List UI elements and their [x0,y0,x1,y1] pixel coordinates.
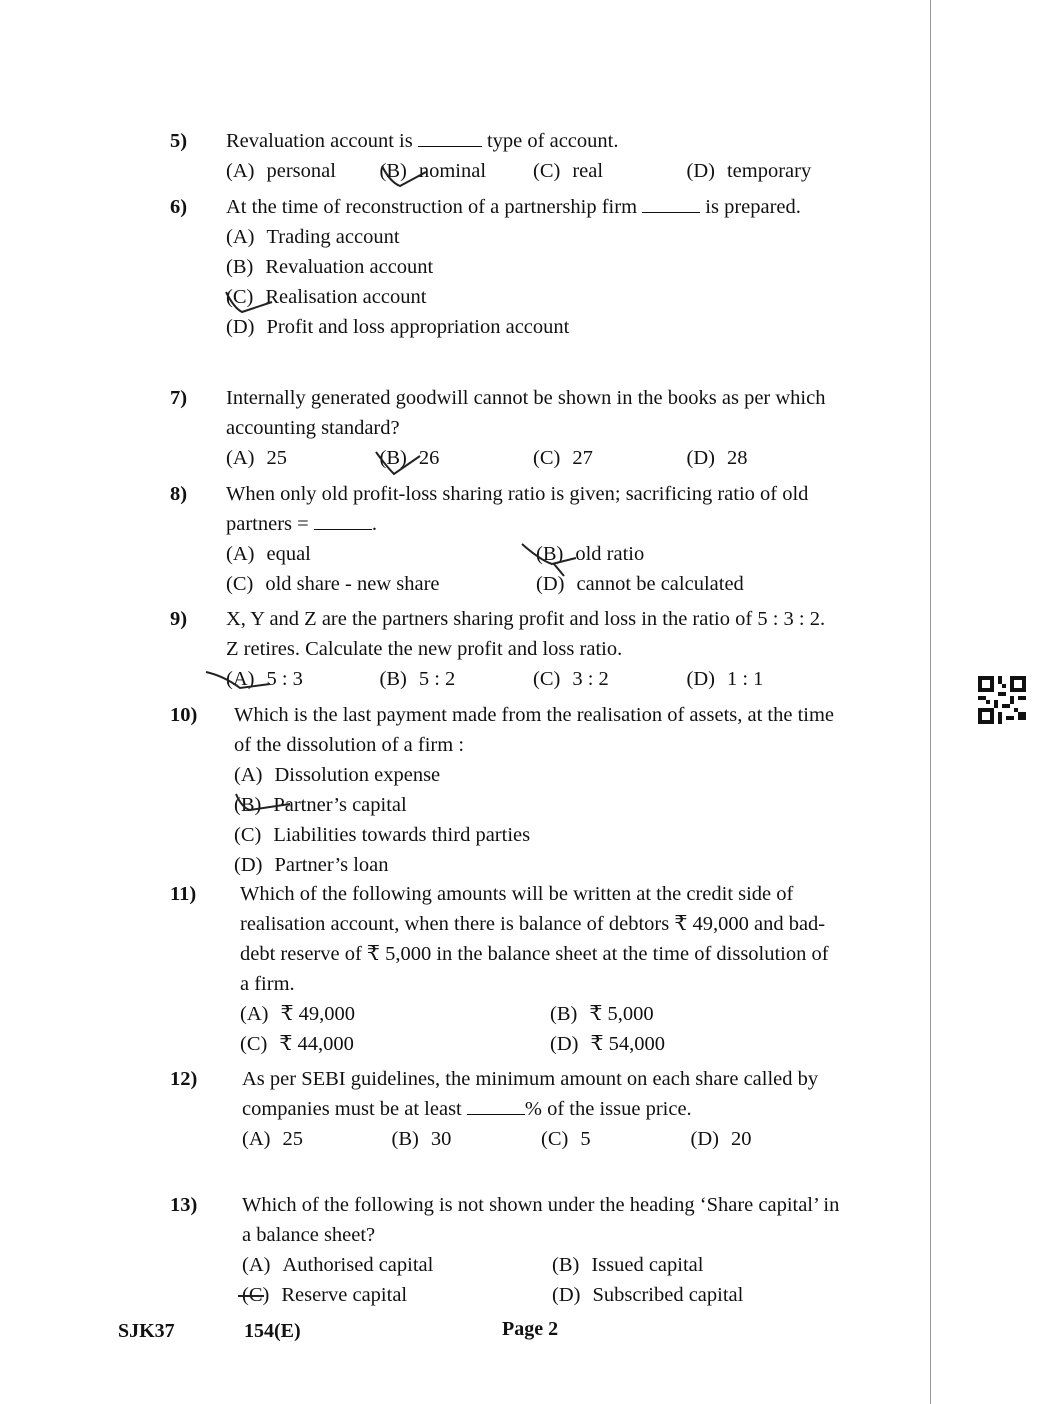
option-b: (B) 26 [379,447,440,469]
option-a: (A) equal [226,543,311,565]
question-13 [170,1190,840,1310]
option-c: (C) Realisation account [226,286,427,308]
option-d: (D) 1 : 1 [686,668,764,690]
question-number: 11) [170,883,197,905]
options [242,1250,840,1310]
question-stem: Which of the following is not shown under the heading ‘Share capital’ in a balance sheet? [242,1194,840,1246]
tick-mark-icon [234,786,294,816]
answer-blank [467,1096,525,1115]
option-c: (C) 27 [533,447,593,469]
page-number: Page 2 [502,1318,559,1340]
option-a: (A) Dissolution expense [234,764,441,786]
answer-blank [314,511,372,530]
option-c: (C) old share - new share [226,573,440,595]
answer-blank [418,128,482,147]
option-a: (A) 25 [242,1128,303,1150]
option-a: (A) Trading account [226,226,400,248]
option-c: (C) ₹ 44,000 [240,1033,354,1055]
option-b: (B) Partner’s capital [234,794,407,816]
option-a: (A) Authorised capital [242,1254,434,1276]
question-11 [170,879,840,1059]
question-7 [170,383,840,473]
tick-mark-icon [224,288,274,318]
option-b: (B) Issued capital [552,1254,704,1276]
question-6 [170,192,840,342]
option-a: (A) 25 [226,447,287,469]
question-stem: As per SEBI guidelines, the minimum amount on each share called by companies must be at least % of the issue price. [242,1068,819,1120]
question-stem: When only old profit-loss sharing ratio is given; sacrificing ratio of old partners = . [226,483,809,535]
options [226,443,840,473]
option-d: (D) cannot be calculated [536,573,744,595]
question-12 [170,1064,840,1154]
option-a: (A) personal [226,160,336,182]
options [226,664,840,694]
question-stem: Revaluation account is type of account. [226,130,619,152]
option-a: (A) ₹ 49,000 [240,1003,356,1025]
option-d: (D) 20 [690,1128,752,1150]
option-d: (D) ₹ 54,000 [550,1033,666,1055]
question-number: 8) [170,483,188,505]
option-b: (B) Revaluation account [226,256,434,278]
option-b: (B) ₹ 5,000 [550,1003,654,1025]
question-stem: Internally generated goodwill cannot be shown in the books as per which accounting standard? [226,387,826,439]
question-8 [170,479,840,599]
answer-blank [642,194,700,213]
tick-mark-icon [236,1282,266,1312]
tick-mark-icon [380,160,430,190]
option-d: (D) 28 [686,447,748,469]
footer-paper: 154(E) [244,1320,301,1342]
question-number: 10) [170,704,198,726]
options [234,760,840,880]
option-c: (C) 5 [541,1128,591,1150]
option-d: (D) Partner’s loan [234,854,389,876]
qr-code-icon [978,676,1026,724]
option-c: (C) Liabilities towards third parties [234,824,531,846]
option-c: (C) Reserve capital [242,1284,408,1306]
question-number: 7) [170,387,188,409]
question-stem: At the time of reconstruction of a partnership firm is prepared. [226,196,801,218]
page-edge-rule [930,0,931,1404]
option-b: (B) old ratio [536,543,645,565]
question-5 [170,126,840,186]
tick-mark-icon [520,540,580,580]
question-number: 9) [170,608,188,630]
options [240,999,840,1059]
question-stem: Which is the last payment made from the realisation of assets, at the time of the dissolution of a firm : [234,704,835,756]
tick-mark-icon [374,446,424,480]
question-number: 5) [170,130,188,152]
question-number: 12) [170,1068,198,1090]
option-c: (C) 3 : 2 [533,668,609,690]
question-stem: Which of the following amounts will be written at the credit side of realisation account, when there is balance of debtors ₹ 49,000 and bad-debt reserve of ₹ 5,000 in the balance sheet at the time of dissolution of a firm. [240,883,829,995]
option-a: (A) 5 : 3 [226,668,303,690]
question-number: 6) [170,196,188,218]
tick-mark-icon [204,666,274,696]
question-stem: X, Y and Z are the partners sharing profit and loss in the ratio of 5 : 3 : 2. Z retires. Calculate the new profit and loss ratio. [226,608,826,660]
options [226,222,840,342]
option-c: (C) real [533,160,604,182]
footer-code: SJK37 [118,1320,175,1342]
option-d: (D) Profit and loss appropriation account [226,316,570,338]
option-b: (B) 5 : 2 [379,668,456,690]
options [226,156,840,186]
option-d: (D) Subscribed capital [552,1284,744,1306]
option-b: (B) 30 [391,1128,452,1150]
option-b: (B) nominal [379,160,487,182]
options [242,1124,840,1154]
question-number: 13) [170,1194,198,1216]
option-d: (D) temporary [686,160,812,182]
